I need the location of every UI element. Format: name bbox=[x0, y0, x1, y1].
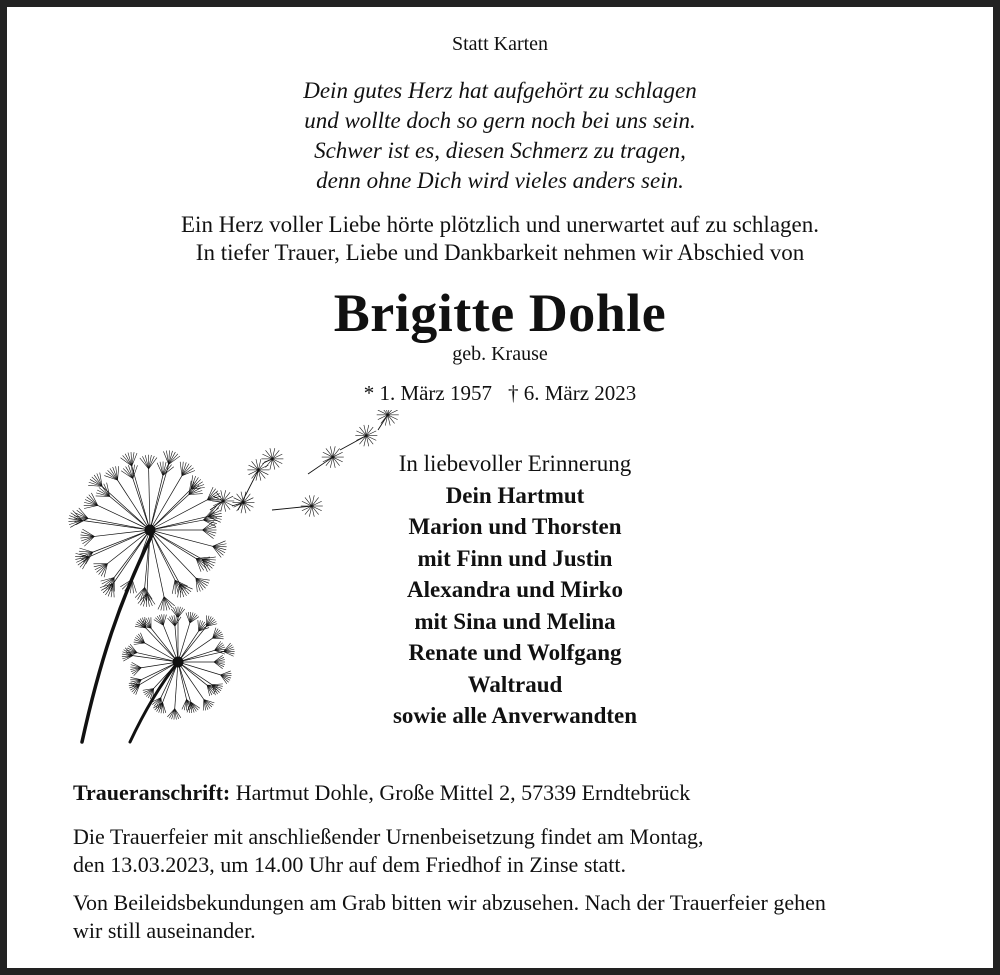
funeral-line: den 13.03.2023, um 14.00 Uhr auf dem Friedhof in Zinse statt. bbox=[73, 852, 626, 877]
funeral-line: Die Trauerfeier mit anschließender Urnenbeisetzung findet am Montag, bbox=[73, 824, 704, 849]
family-member: Renate und Wolfgang bbox=[408, 640, 622, 665]
family-list bbox=[345, 448, 685, 732]
deceased-name: Brigitte Dohle bbox=[333, 283, 667, 343]
condolence-note bbox=[73, 889, 953, 945]
intro-text bbox=[0, 211, 1000, 267]
family-member: Marion und Thorsten bbox=[408, 514, 622, 539]
header-statt-karten: Statt Karten bbox=[451, 33, 549, 55]
poem-line: Dein gutes Herz hat aufgehört zu schlagen bbox=[303, 78, 697, 103]
family-member: Waltraud bbox=[467, 671, 563, 697]
life-dates bbox=[0, 381, 1000, 406]
mourning-address bbox=[73, 779, 953, 807]
family-member: Dein Hartmut bbox=[445, 482, 585, 508]
intro-line: Ein Herz voller Liebe hörte plötzlich und unerwartet auf zu schlagen. bbox=[181, 212, 819, 237]
poem-line: und wollte doch so gern noch bei uns sein. bbox=[304, 108, 696, 133]
intro-line: In tiefer Trauer, Liebe und Dankbarkeit nehmen wir Abschied von bbox=[195, 240, 805, 265]
death-date: † 6. März 2023 bbox=[508, 381, 637, 405]
poem bbox=[0, 76, 1000, 196]
condolence-line: Von Beileidsbekundungen am Grab bitten wir abzusehen. Nach der Trauerfeier gehen bbox=[73, 890, 826, 915]
family-member: mit Sina und Melina bbox=[414, 608, 616, 634]
address-text: Hartmut Dohle, Große Mittel 2, 57339 Erndtebrück bbox=[230, 780, 691, 805]
funeral-info bbox=[73, 823, 953, 879]
family-lead: In liebevoller Erinnerung bbox=[398, 451, 632, 476]
poem-line: Schwer ist es, diesen Schmerz zu tragen, bbox=[314, 138, 686, 163]
maiden-name: geb. Krause bbox=[452, 343, 548, 365]
address-label: Traueranschrift: bbox=[73, 780, 231, 805]
condolence-line: wir still auseinander. bbox=[73, 918, 256, 943]
family-member: Alexandra und Mirko bbox=[407, 577, 623, 602]
poem-line: denn ohne Dich wird vieles anders sein. bbox=[316, 168, 684, 193]
family-member: mit Finn und Justin bbox=[417, 545, 613, 571]
birth-date: * 1. März 1957 bbox=[363, 381, 492, 405]
family-member: sowie alle Anverwandten bbox=[392, 703, 638, 728]
